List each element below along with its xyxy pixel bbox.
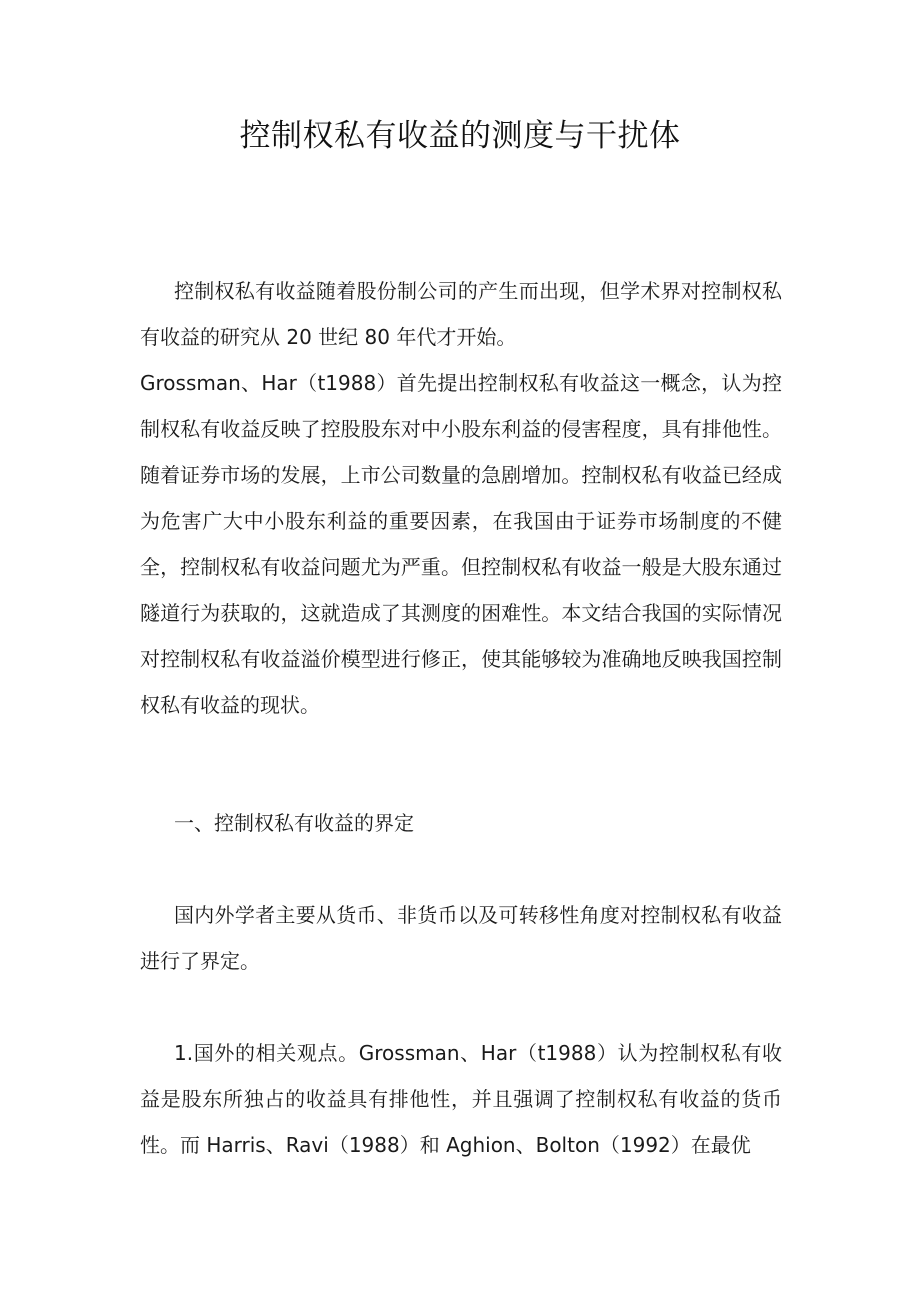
paragraph-grossman: Grossman、Har（t1988）首先提出控制权私有收益这一概念，认为控制权私有收益反映了控股股东对中小股东利益的侵害程度，具有排他性。随着证券市场的发展，上市公司数量的急剧增加。控制权私有收益已经成为危害广大中小股东利益的重要因素，在我国由于证券市场制度的不健全，控制权私有收益问题尤为严重。但控制权私有收益一般是大股东通过隧道行为获取的，这就造成了其测度的困难性。本文结合我国的实际情况对控制权私有收益溢价模型进行修正，使其能够较为准确地反映我国控制权私有收益的现状。 <box>140 371 782 717</box>
paragraph-intro: 控制权私有收益随着股份制公司的产生而出现，但学术界对控制权私有收益的研究从 20 世纪 80 年代才开始。 <box>140 279 782 349</box>
section-heading: 一、控制权私有收益的界定 <box>174 811 414 835</box>
paragraph-definition: 国内外学者主要从货币、非货币以及可转移性角度对控制权私有收益进行了界定。 <box>140 903 782 973</box>
paragraph-foreign-views: 1.国外的相关观点。Grossman、Har（t1988）认为控制权私有收益是股东所独占的收益具有排他性，并且强调了控制权私有收益的货币性。而 Harris、Ravi（1988）和 Aghion、Bolton（1992）在最优 <box>140 1041 782 1157</box>
document-title: 控制权私有收益的测度与干扰体 <box>239 118 681 154</box>
